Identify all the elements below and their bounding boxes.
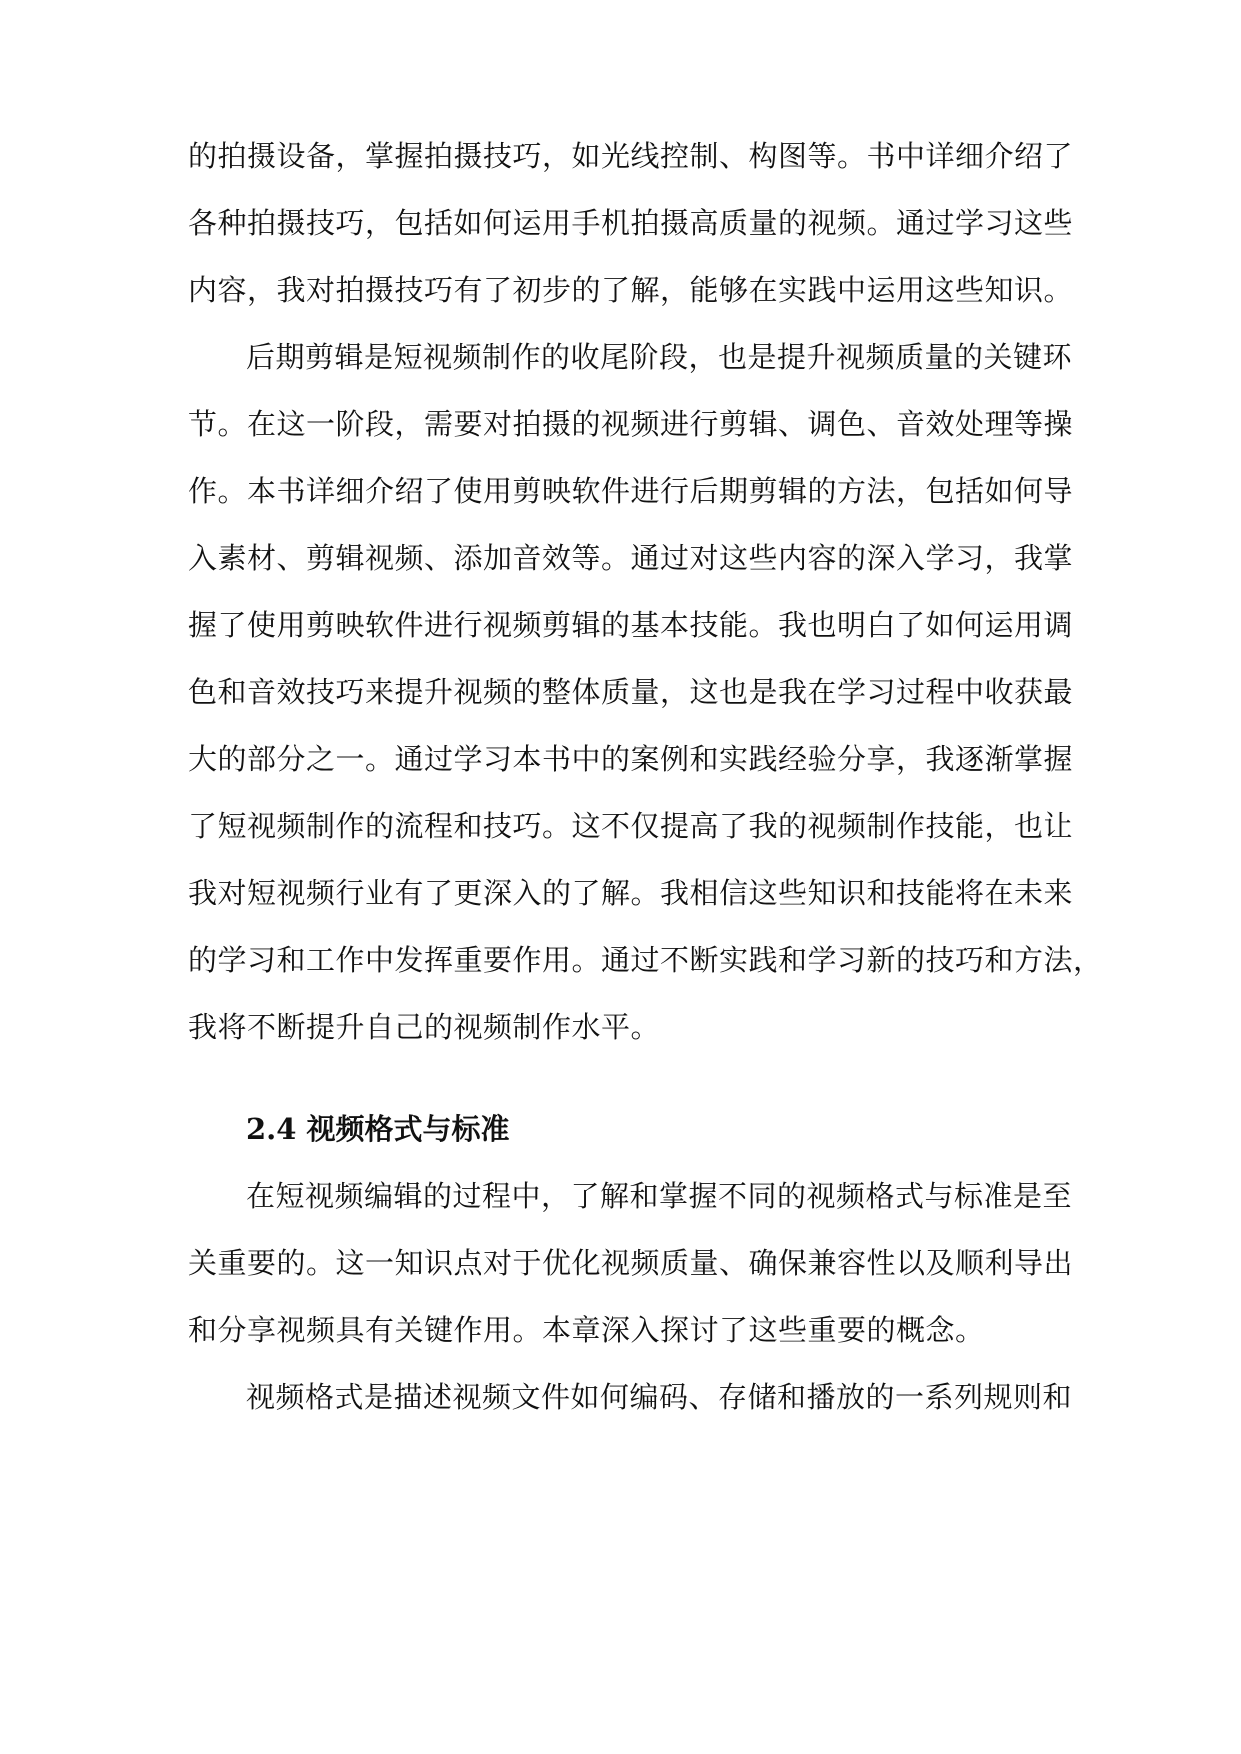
- paragraph-line: 入素材、剪辑视频、添加音效等。通过对这些内容的深入学习，我掌: [188, 541, 1074, 575]
- paragraph-line: 色和音效技巧来提升视频的整体质量，这也是我在学习过程中收获最: [188, 675, 1074, 709]
- section-heading: 2.4 视频格式与标准: [246, 1112, 510, 1146]
- paragraph-line: 各种拍摄技巧，包括如何运用手机拍摄高质量的视频。通过学习这些: [188, 206, 1074, 240]
- paragraph-line: 握了使用剪映软件进行视频剪辑的基本技能。我也明白了如何运用调: [188, 608, 1074, 642]
- paragraph-line: 后期剪辑是短视频制作的收尾阶段，也是提升视频质量的关键环: [246, 340, 1073, 374]
- paragraph-line: 节。在这一阶段，需要对拍摄的视频进行剪辑、调色、音效处理等操: [188, 407, 1074, 441]
- paragraph-line: 在短视频编辑的过程中，了解和掌握不同的视频格式与标准是至: [246, 1179, 1073, 1213]
- paragraph-line: 我将不断提升自己的视频制作水平。: [188, 1010, 661, 1044]
- paragraph-line: 和分享视频具有关键作用。本章深入探讨了这些重要的概念。: [188, 1313, 985, 1347]
- paragraph-line: 了短视频制作的流程和技巧。这不仅提高了我的视频制作技能，也让: [188, 809, 1074, 843]
- paragraph-line: 内容，我对拍摄技巧有了初步的了解，能够在实践中运用这些知识。: [188, 273, 1074, 307]
- paragraph-line: 大的部分之一。通过学习本书中的案例和实践经验分享，我逐渐掌握: [188, 742, 1074, 776]
- paragraph-line: 的学习和工作中发挥重要作用。通过不断实践和学习新的技巧和方法，: [188, 943, 1103, 977]
- paragraph-line: 作。本书详细介绍了使用剪映软件进行后期剪辑的方法，包括如何导: [188, 474, 1074, 508]
- paragraph-line: 视频格式是描述视频文件如何编码、存储和播放的一系列规则和: [246, 1380, 1073, 1414]
- paragraph-line: 的拍摄设备，掌握拍摄技巧，如光线控制、构图等。书中详细介绍了: [188, 139, 1074, 173]
- paragraph-line: 关重要的。这一知识点对于优化视频质量、确保兼容性以及顺利导出: [188, 1246, 1074, 1280]
- paragraph-line: 我对短视频行业有了更深入的了解。我相信这些知识和技能将在未来: [188, 876, 1074, 910]
